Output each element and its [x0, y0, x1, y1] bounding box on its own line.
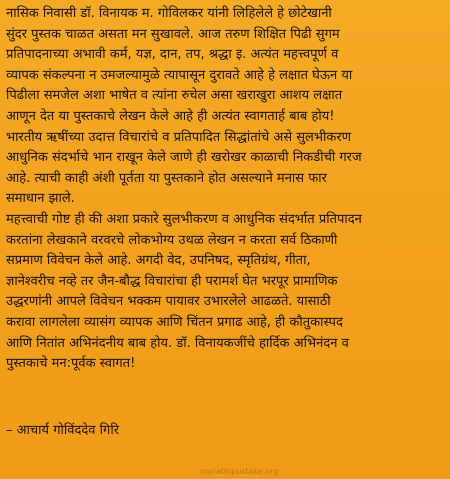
text-line: ज्ञानेश्वरीच नव्हे तर जैन-बौद्ध विचारांचा ही परामर्श घेत भरपूर प्रामाणिक — [6, 273, 338, 289]
text-line: पिढीला समजेल अशा भाषेत व त्यांना रुचेल असा खराखुरा आशय लक्षात — [6, 88, 343, 104]
foreword-text — [6, 4, 446, 375]
text-line: महत्त्वाची गोष्ट ही की अशा प्रकारे सुलभीकरण व आधुनिक संदर्भात प्रतिपादन — [6, 211, 362, 227]
text-line: समाधान झाले. — [6, 191, 75, 207]
text-line: प्रतिपादनाच्या अभावी कर्म, यज्ञ, दान, तप, श्रद्धा इ. अत्यंत महत्त्वपूर्ण व — [6, 47, 339, 63]
text-line: आधुनिक संदर्भाचे भान राखून केले जाणे ही खरोखर काळाची निकडीची गरज — [6, 150, 362, 166]
text-line: भारतीय ऋषींच्या उदात्त विचारांचे व प्रतिपादित सिद्धांतांचे असे सुलभीकरण — [6, 129, 352, 145]
paragraph — [6, 4, 446, 128]
paragraph — [6, 210, 446, 375]
text-line: आणि नितांत अभिनंदनीय बाब होय. डॉ. विनायकजींचे हार्दिक अभिनंदन व — [6, 335, 349, 351]
text-line: पुस्तकाचे मन:पूर्वक स्वागत! — [6, 356, 136, 372]
text-line: सप्रमाण विवेचन केले आहे. अगदी वेद, उपनिषद, स्मृतिग्रंथ, गीता, — [6, 253, 311, 269]
text-line: करावा लागलेला व्यासंग व्यापक आणि चिंतन प्रगाढ आहे, ही कौतुकास्पद — [6, 314, 343, 330]
text-line: व्यापक संकल्पना न उमजल्यामुळे त्यापासून दुरावते आहे हे लक्षात घेऊन या — [6, 67, 353, 83]
text-line: आहे. त्याची काही अंशी पूर्तता या पुस्तकाने होत असल्याने मनास फार — [6, 170, 327, 186]
text-line: सुंदर पुस्तक चाळत असता मन सुखावले. आज तरुण शिक्षित पिढी सुगम — [6, 26, 340, 42]
text-line: करतांना लेखकाने वरवरचे लोकभोग्य उथळ लेखन न करता सर्व ठिकाणी — [6, 232, 338, 248]
website-watermark: marathipustake.org — [200, 467, 279, 476]
paragraph — [6, 128, 446, 210]
text-line: उद्धरणांनी आपले विवेचन भक्कम पायावर उभारलेले आढळते. यासाठी — [6, 294, 331, 310]
author-signature: – आचार्य गोविंददेव गिरि — [6, 423, 120, 438]
text-line: नासिक निवासी डॉ. विनायक म. गोविलकर यांनी लिहिलेले हे छोटेखानी — [6, 6, 332, 21]
text-line: आणून देत या पुस्तकाचे लेखन केले आहे ही अत्यंत स्वागतार्ह बाब होय! — [6, 108, 335, 124]
